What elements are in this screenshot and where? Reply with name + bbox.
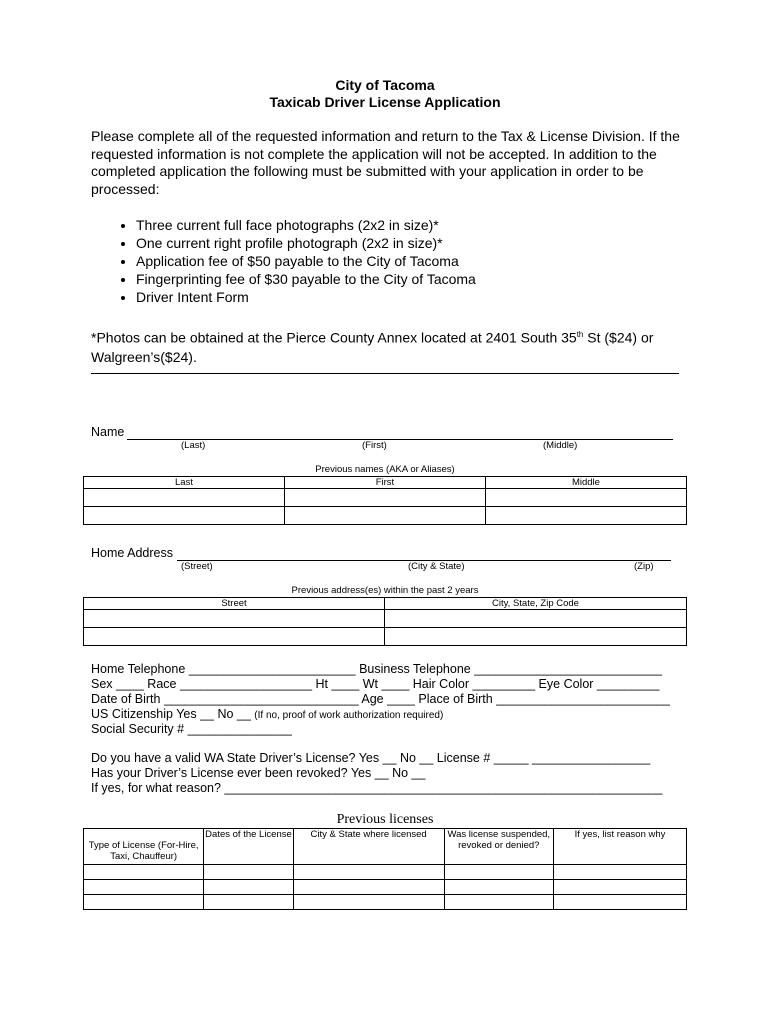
previous-licenses-caption: Previous licenses xyxy=(336,812,434,827)
table-cell[interactable] xyxy=(84,865,204,880)
requirement-item: • Application fee of $50 payable to the City of Tacoma xyxy=(136,252,476,270)
requirement-item: • Driver Intent Form xyxy=(136,288,476,306)
telephone-line[interactable]: Home Telephone ________________________ Business Telephone ___________________________ xyxy=(91,662,662,676)
name-label: Name xyxy=(91,425,125,439)
table-cell[interactable] xyxy=(385,610,687,628)
citizenship-text: US Citizenship Yes __ No __ xyxy=(91,707,255,721)
table-row xyxy=(84,507,687,525)
table-cell[interactable] xyxy=(553,880,686,895)
table-row xyxy=(84,610,687,628)
address-sub-city: (City & State) xyxy=(408,561,465,572)
physical-description-line[interactable]: Sex ____ Race ___________________ Ht ____ Wt ____ Hair Color _________ Eye Color _________ xyxy=(91,677,660,691)
revoked-reason-line[interactable]: If yes, for what reason? _______________________________________________________________ xyxy=(91,781,663,795)
photo-note xyxy=(91,325,691,367)
table-cell[interactable] xyxy=(485,507,686,525)
col-header-license-dates: Dates of the License xyxy=(204,829,293,865)
col-header-first: First xyxy=(284,477,485,489)
name-sub-last: (Last) xyxy=(181,440,206,451)
requirement-item: • Fingerprinting fee of $30 payable to the City of Tacoma xyxy=(136,270,476,288)
table-cell[interactable] xyxy=(485,489,686,507)
previous-names-caption: Previous names (AKA or Aliases) xyxy=(315,464,455,475)
table-cell[interactable] xyxy=(553,895,686,910)
table-row xyxy=(84,895,687,910)
table-cell[interactable] xyxy=(204,865,293,880)
address-sub-zip: (Zip) xyxy=(634,561,654,572)
table-row xyxy=(84,489,687,507)
name-input-line[interactable] xyxy=(127,439,673,440)
address-sub-street: (Street) xyxy=(181,561,213,572)
table-row xyxy=(84,880,687,895)
table-cell[interactable] xyxy=(385,628,687,646)
previous-address-table xyxy=(83,597,687,646)
table-cell[interactable] xyxy=(553,865,686,880)
table-cell[interactable] xyxy=(84,895,204,910)
table-cell[interactable] xyxy=(84,610,385,628)
table-cell[interactable] xyxy=(84,628,385,646)
col-header-city-state-zip: City, State, Zip Code xyxy=(385,598,687,610)
table-cell[interactable] xyxy=(204,895,293,910)
requirement-item: • One current right profile photograph (2x2 in size)* xyxy=(136,234,476,252)
photo-note-text: *Photos can be obtained at the Pierce County Annex located at 2401 South 35 xyxy=(91,329,577,346)
table-cell[interactable] xyxy=(84,489,285,507)
table-cell[interactable] xyxy=(84,880,204,895)
requirements-list xyxy=(91,216,476,306)
table-cell[interactable] xyxy=(204,880,293,895)
divider xyxy=(91,373,679,374)
table-cell[interactable] xyxy=(284,489,485,507)
license-revoked-question[interactable]: Has your Driver’s License ever been revoked? Yes __ No __ xyxy=(91,766,426,780)
previous-address-caption: Previous address(es) within the past 2 years xyxy=(291,585,479,596)
table-cell[interactable] xyxy=(293,865,444,880)
table-cell[interactable] xyxy=(444,880,553,895)
previous-names-table xyxy=(83,476,687,525)
col-header-last: Last xyxy=(84,477,285,489)
col-header-street: Street xyxy=(84,598,385,610)
photo-note-text-2: St ($24) or Walgreen’s($24). xyxy=(91,329,654,365)
citizenship-line[interactable] xyxy=(91,707,443,721)
form-title: Taxicab Driver License Application xyxy=(269,94,501,110)
table-cell[interactable] xyxy=(444,895,553,910)
table-cell[interactable] xyxy=(84,507,285,525)
previous-licenses-table xyxy=(83,828,687,910)
col-header-license-location: City & State where licensed xyxy=(293,829,444,865)
name-sub-first: (First) xyxy=(362,440,387,451)
wa-license-question[interactable]: Do you have a valid WA State Driver’s License? Yes __ No __ License # _____ _________________ xyxy=(91,751,651,765)
table-cell[interactable] xyxy=(293,895,444,910)
table-cell[interactable] xyxy=(444,865,553,880)
social-security-line[interactable]: Social Security # _______________ xyxy=(91,722,292,736)
table-row xyxy=(84,865,687,880)
city-title: City of Tacoma xyxy=(335,77,435,93)
birth-info-line[interactable]: Date of Birth ____________________________ Age ____ Place of Birth _________________________ xyxy=(91,692,670,706)
requirement-item: • Three current full face photographs (2x2 in size)* xyxy=(136,216,476,234)
col-header-license-status: Was license suspended, revoked or denied? xyxy=(444,829,553,865)
name-sub-middle: (Middle) xyxy=(543,440,578,451)
col-header-license-type: Type of License (For-Hire, Taxi, Chauffeur) xyxy=(84,829,204,865)
citizenship-note: (If no, proof of work authorization required) xyxy=(254,710,444,721)
col-header-middle: Middle xyxy=(485,477,686,489)
table-cell[interactable] xyxy=(293,880,444,895)
photo-note-sup: th xyxy=(576,330,584,339)
table-row xyxy=(84,628,687,646)
col-header-reason: If yes, list reason why xyxy=(553,829,686,865)
table-cell[interactable] xyxy=(284,507,485,525)
home-address-label: Home Address xyxy=(91,546,173,560)
intro-paragraph: Please complete all of the requested information and return to the Tax & License Division. If the requested information is not complete the application will not be accepted. In addition to the completed application the following must be submitted with your application in order to be processed: xyxy=(91,128,680,197)
